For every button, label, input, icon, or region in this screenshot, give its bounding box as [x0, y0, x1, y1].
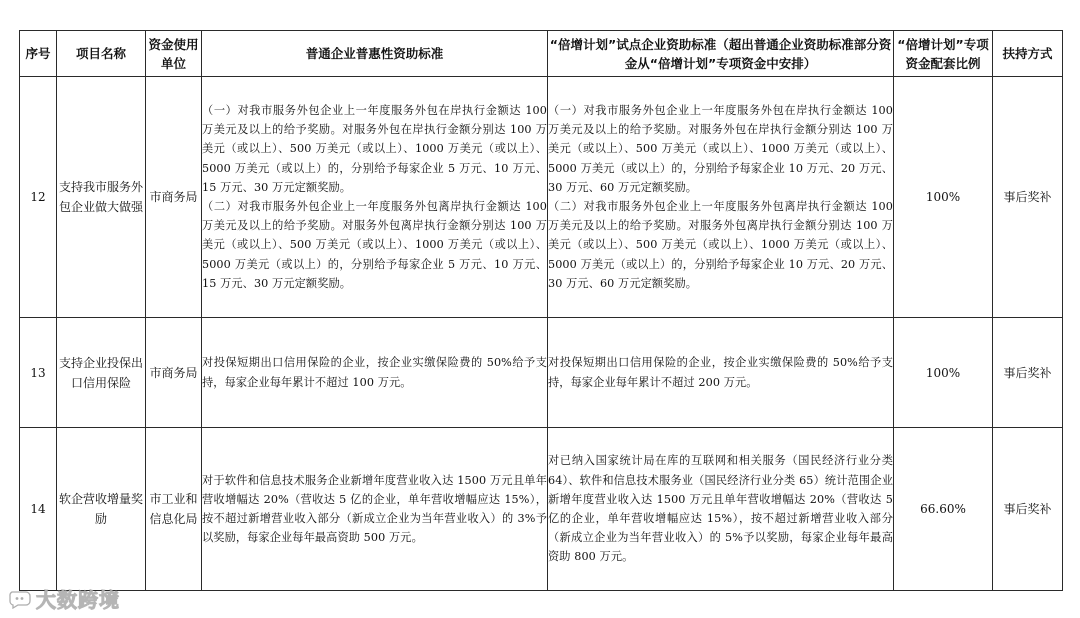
watermark — [8, 584, 120, 613]
row-pilot-cell — [548, 77, 894, 318]
row-project-name: 软企营收增量奖励 — [57, 428, 146, 591]
row-standard-cell — [202, 428, 548, 591]
row-pilot-criteria: 对投保短期出口信用保险的企业，按企业实缴保险费的 50%给予支持，每家企业每年累计不超过 200 万元。 — [548, 356, 893, 389]
row-standard-cell — [202, 77, 548, 318]
row-matching-ratio: 100% — [894, 77, 993, 318]
row-funding-unit: 市商务局 — [146, 318, 202, 428]
header-support-method: 扶持方式 — [993, 31, 1063, 77]
funding-policy-table — [19, 30, 1063, 591]
row-support-method: 事后奖补 — [993, 77, 1063, 318]
row-serial-number: 12 — [20, 77, 57, 318]
row-pilot-criteria: 对已纳入国家统计局在库的互联网和相关服务（国民经济行业分类 64）、软件和信息技术服务业（国民经济行业分类 65）统计范围企业新增年度营业收入达 1500 万元且单年营收增幅达 20%（营收达 5 亿的企业，单年营收增幅应达 15%），按不超过新增营业收入部分（新成立企业为当年营业收入）的 5%予以奖励，每家企业每年最高资助 800 万元。 — [548, 454, 893, 564]
table-row — [20, 318, 1063, 428]
watermark-text: 大数跨境 — [36, 588, 120, 612]
table-row — [20, 77, 1063, 318]
header-pilot-criteria: “倍增计划”试点企业资助标准（超出普通企业资助标准部分资金从“倍增计划”专项资金中安排） — [548, 31, 894, 77]
row-standard-cell — [202, 318, 548, 428]
header-funding-unit: 资金使用单位 — [146, 31, 202, 77]
row-funding-unit: 市工业和信息化局 — [146, 428, 202, 591]
chat-bubble-logo-icon — [8, 589, 32, 609]
row-project-name: 支持企业投保出口信用保险 — [57, 318, 146, 428]
row-standard-criteria: （一）对我市服务外包企业上一年度服务外包在岸执行金额达 100 万美元及以上的给予奖励。对服务外包在岸执行金额分别达 100 万美元（或以上）、500 万美元（或以上）、1000 万美元（或以上）、5000 万美元（或以上）的，分别给予每家企业 5 万元、10 万元、15 万元、30 万元定额奖励。 （二）对我市服务外包企业上一年度服务外包离岸执行金额达 100 万美元及以上的给予奖励。对服务外包离岸执行金额分别达 100 万美元（或以上）、500 万美元（或以上）、1000 万美元（或以上）、5000 万美元（或以上）的，分别给予每家企业 5 万元、10 万元、15 万元、30 万元定额奖励。 — [202, 103, 547, 290]
header-serial-number: 序号 — [20, 31, 57, 77]
table-row — [20, 428, 1063, 591]
row-support-method: 事后奖补 — [993, 428, 1063, 591]
row-standard-criteria: 对投保短期出口信用保险的企业，按企业实缴保险费的 50%给予支持，每家企业每年累计不超过 100 万元。 — [202, 356, 547, 389]
row-pilot-cell — [548, 428, 894, 591]
row-support-method: 事后奖补 — [993, 318, 1063, 428]
header-matching-ratio: “倍增计划”专项资金配套比例 — [894, 31, 993, 77]
row-pilot-cell — [548, 318, 894, 428]
row-serial-number: 14 — [20, 428, 57, 591]
row-matching-ratio: 66.60% — [894, 428, 993, 591]
table-header-row — [20, 31, 1063, 77]
row-serial-number: 13 — [20, 318, 57, 428]
row-pilot-criteria: （一）对我市服务外包企业上一年度服务外包在岸执行金额达 100 万美元及以上的给予奖励。对服务外包在岸执行金额分别达 100 万美元（或以上）、500 万美元（或以上）、1000 万美元（或以上）、5000 万美元（或以上）的，分别给予每家企业 10 万元、20 万元、30 万元、60 万元定额奖励。 （二）对我市服务外包企业上一年度服务外包离岸执行金额达 100 万美元及以上的给予奖励。对服务外包离岸执行金额分别达 100 万美元（或以上）、500 万美元（或以上）、1000 万美元（或以上）、5000 万美元（或以上）的，分别给予每家企业 10 万元、20 万元、30 万元、60 万元定额奖励。 — [548, 103, 893, 290]
header-standard-criteria: 普通企业普惠性资助标准 — [202, 31, 548, 77]
row-funding-unit: 市商务局 — [146, 77, 202, 318]
row-project-name: 支持我市服务外包企业做大做强 — [57, 77, 146, 318]
row-standard-criteria: 对于软件和信息技术服务企业新增年度营业收入达 1500 万元且单年营收增幅达 20%（营收达 5 亿的企业，单年营收增幅应达 15%），按不超过新增营业收入部分（新成立企业为当年营业收入）的 3%予以奖励，每家企业每年最高资助 500 万元。 — [202, 473, 547, 545]
row-matching-ratio: 100% — [894, 318, 993, 428]
header-project-name: 项目名称 — [57, 31, 146, 77]
